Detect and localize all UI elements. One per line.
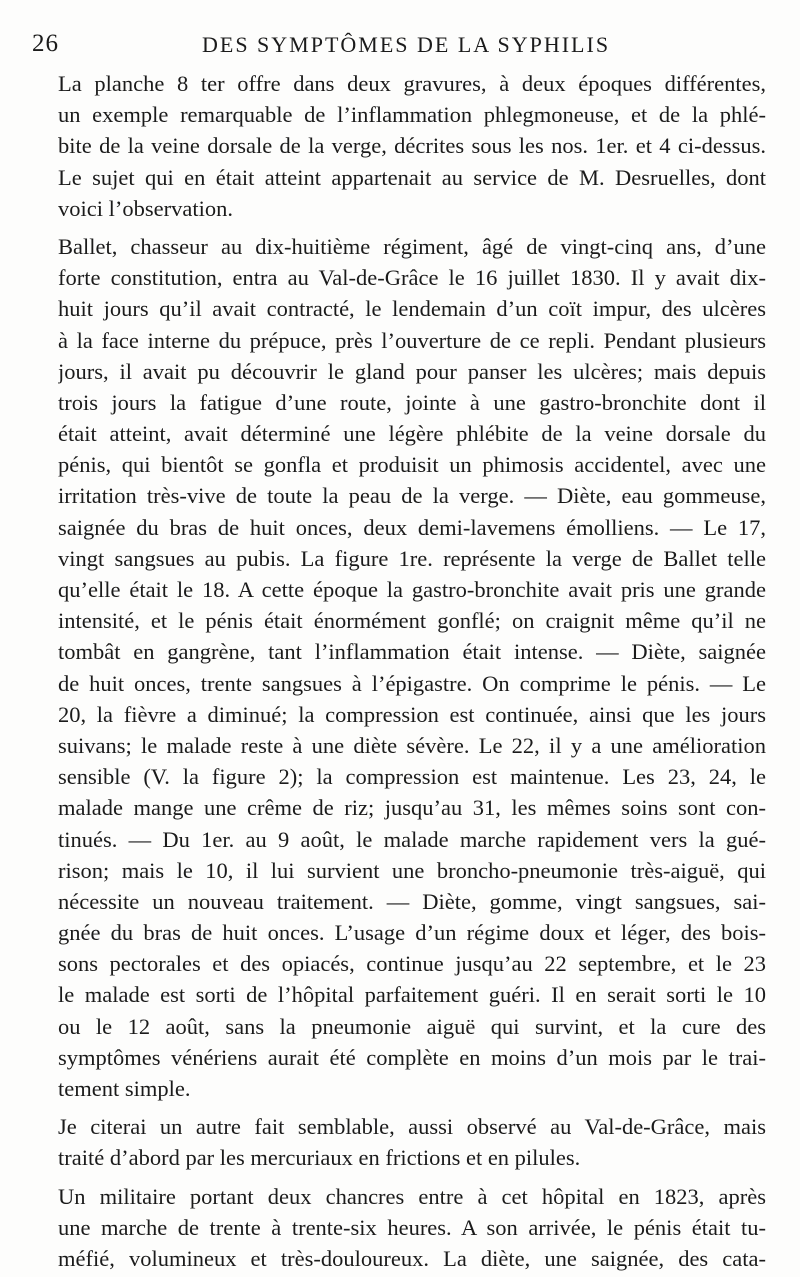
body-text (58, 68, 766, 1274)
text-line: nécessite un nouveau traitement. — Diète, gomme, vingt sangsues, sai- (58, 888, 766, 914)
text-line: bite de la veine dorsale de la verge, décrites sous les nos. 1er. et 4 ci-dessus. (58, 133, 766, 159)
text-line: Un militaire portant deux chancres entre à cet hôpital en 1823, après (58, 1183, 766, 1209)
paragraph (58, 1111, 766, 1173)
paragraph (58, 231, 766, 1104)
text-line: tombât en gangrène, tant l’inflammation était intense. — Diète, saignée (58, 639, 766, 665)
text-line: Ballet, chasseur au dix-huitième régiment, âgé de vingt-cinq ans, d’une (58, 233, 766, 259)
text-line: trois jours la fatigue d’une route, jointe à une gastro-bronchite dont il (58, 389, 766, 415)
text-line: huit jours qu’il avait contracté, le lendemain d’un coït impur, des ulcères (58, 296, 766, 322)
text-line: pénis, qui bientôt se gonfla et produisit un phimosis accidentel, avec une (58, 452, 766, 478)
text-line: une marche de trente à trente-six heures. A son arrivée, le pénis était tu- (58, 1214, 766, 1240)
text-line: sons pectorales et des opiacés, continue jusqu’au 22 septembre, et le 23 (58, 951, 766, 977)
text-line: vingt sangsues au pubis. La figure 1re. représente la verge de Ballet telle (58, 545, 766, 571)
page-number: 26 (32, 30, 59, 57)
text-line: tement simple. (58, 1076, 191, 1101)
text-line: qu’elle était le 18. A cette époque la gastro-bronchite avait pris une grande (58, 577, 766, 602)
text-line: ou le 12 août, sans la pneumonie aiguë qui survint, et la cure des (58, 1013, 766, 1039)
text-line: malade mange une crême de riz; jusqu’au 31, les mêmes soins sont con- (58, 795, 766, 821)
running-head: DES SYMPTÔMES DE LA SYPHILIS (202, 32, 611, 57)
text-line: saignée du bras de huit onces, deux demi-lavemens émolliens. — Le 17, (58, 514, 766, 540)
paragraph (58, 68, 766, 224)
text-line: était atteint, avait déterminé une légère phlébite de la veine dorsale du (58, 421, 766, 447)
text-line: intensité, et le pénis était énormément gonflé; on craignit même qu’il ne (58, 608, 766, 634)
text-line: rison; mais le 10, il lui survient une broncho-pneumonie très-aiguë, qui (58, 857, 766, 883)
text-line: le malade est sorti de l’hôpital parfaitement guéri. Il en serait sorti le 10 (58, 982, 766, 1008)
paragraph (58, 1181, 766, 1275)
text-line: 20, la fièvre a diminué; la compression est continuée, ainsi que les jours (58, 701, 766, 727)
text-line: voici l’observation. (58, 195, 233, 221)
text-line: tinués. — Du 1er. au 9 août, le malade marche rapidement vers la gué- (58, 826, 766, 852)
paragraph-gap (58, 1104, 766, 1111)
text-line: sensible (V. la figure 2); la compression est maintenue. Les 23, 24, le (58, 764, 766, 790)
text-line: irritation très-vive de toute la peau de la verge. — Diète, eau gommeuse, (58, 483, 766, 509)
paragraph-gap (58, 1174, 766, 1181)
text-line: gnée du bras de huit onces. L’usage d’un régime doux et léger, des bois- (58, 920, 766, 946)
text-line: Je citerai un autre fait semblable, aussi observé au Val-de-Grâce, mais (58, 1114, 766, 1140)
text-line: de huit onces, trente sangsues à l’épigastre. On comprime le pénis. — Le (58, 670, 766, 696)
text-line: symptômes vénériens aurait été complète en moins d’un mois par le trai- (58, 1044, 766, 1070)
page-header (32, 24, 772, 64)
text-line: jours, il avait pu découvrir le gland pour panser les ulcères; mais depuis (58, 358, 766, 384)
text-line: Le sujet qui en était atteint appartenait au service de M. Desruelles, dont (58, 164, 766, 190)
text-line: à la face interne du prépuce, près l’ouverture de ce repli. Pendant plusieurs (58, 327, 766, 353)
text-line: un exemple remarquable de l’inflammation phlegmoneuse, et de la phlé- (58, 102, 766, 128)
paragraph-gap (58, 224, 766, 231)
text-line: forte constitution, entra au Val-de-Grâce le 16 juillet 1830. Il y avait dix- (58, 265, 766, 291)
text-line: suivans; le malade reste à une diète sévère. Le 22, il y a une amélioration (58, 732, 766, 758)
text-line: traité d’abord par les mercuriaux en frictions et en pilules. (58, 1145, 581, 1171)
text-line: méfié, volumineux et très-douloureux. La diète, une saignée, des cata- (58, 1245, 766, 1271)
text-line: La planche 8 ter offre dans deux gravures, à deux époques différentes, (58, 71, 766, 96)
